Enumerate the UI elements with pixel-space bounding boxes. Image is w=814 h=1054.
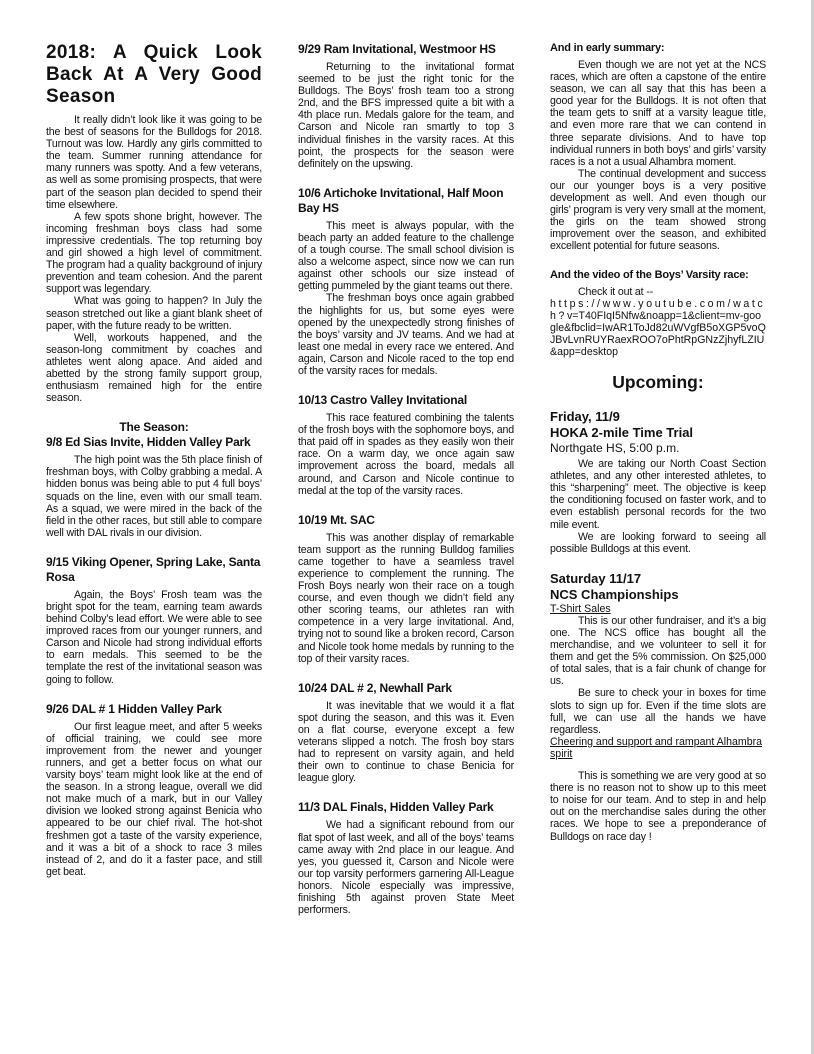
event-location: Northgate HS, 5:00 p.m.	[550, 441, 680, 456]
season-heading: The Season:	[119, 420, 189, 435]
event-subheading: T-Shirt Sales	[550, 602, 611, 615]
summary-paragraph-1: Even though we are not yet at the NCS races, which are often a capstone of the entire season, we can all say that this has been a good year for the Bulldogs. It is not often that the team gets to sniff at a varsity league title, and even more rare that we can contend in three separate divisions. And to have top individual runners in both boys’ and girls’ varsity races is a not a usual Alhambra moment.	[550, 59, 766, 168]
article-title: 2018: A Quick Look Back At A Very Good Season	[46, 42, 262, 107]
event-paragraph: We are taking our North Coast Section athletes, and any other interested athletes, to this “sharpening” meet. The objective is keep the conditioning focused on faster work, and to even establish personal records for the two mile event.	[550, 458, 766, 531]
column-3	[550, 42, 766, 843]
event-paragraph: This is something we are very good at so there is no reason not to show up to this meet to noise for our team. And to step in and help out on the merchandise sales during the other races. We hope to see a preponderance of Bulldogs on race day !	[550, 770, 766, 843]
race-text: Our first league meet, and after 5 weeks of official training, we could see more improvement from the newer and younger runners, and get a better focus on what our varsity boys’ team might look like at the end of the season. In a strong league, overall we did not make much of a mark, but in our Valley division we looked strong against Benicia who appeared to be our chief rival. The hot-shot freshmen got a taste of the varsity experience, and it was a bit of a shock to race 3 miles instead of 2, and do it a faster pace, and still get beat.	[46, 720, 262, 878]
race-heading: 10/13 Castro Valley Invitational	[298, 393, 468, 408]
race-text: This was another display of remarkable team support as the running Bulldog families came together to have a seamless travel experience to complement the running. The Frosh Boys nearly won their race on a tough course, and even though we didn’t field any other scoring teams, our athletes ran with competence in a very large invitational. And, trying not to sound like a broken record, Carson and Nicole took home medals by running to the top of their varsity races.	[298, 531, 514, 665]
race-text: It was inevitable that we would it a flat spot during the season, and this was it. Even on a flat course, everyone except a few veterans slipped a notch. The frosh boy stars had to represent on varsity again, and held their own to continue to chase Benicia for league glory.	[298, 699, 514, 785]
race-heading: 11/3 DAL Finals, Hidden Valley Park	[298, 800, 494, 815]
event-day: Saturday 11/17	[550, 570, 642, 586]
summary-heading: And in early summary:	[550, 42, 665, 54]
event-day: Friday, 11/9	[550, 409, 620, 425]
event-paragraph: We are looking forward to seeing all possible Bulldogs at this event.	[550, 530, 766, 555]
race-text: The high point was the 5th place finish of freshman boys, with Colby grabbing a medal. A hidden bonus was being able to put 4 full boys’ squads on the line, even with our small team. As a squad, we were mired in the back of the field in the other races, but still able to compare well with DAL rivals in our division.	[46, 454, 262, 539]
race-heading: 10/24 DAL # 2, Newhall Park	[298, 680, 452, 695]
race-heading: 9/15 Viking Opener, Spring Lake, Santa Rosa	[46, 554, 261, 584]
race-heading: 9/29 Ram Invitational, Westmoor HS	[298, 42, 496, 56]
event-subheading: Cheering and support and rampant Alhambra spirit	[550, 735, 763, 760]
intro-paragraph-1: It really didn’t look like it was going to be the best of seasons for the Bulldogs for 2018. Turnout was low. Hardly any girls committed to the team. Summer running attendance for many runners was spotty. And a few veterans, as well as some promising prospects, that were part of the season plan decided to spend their time elsewhere.	[46, 114, 262, 211]
race-text: This meet is always popular, with the beach party an added feature to the challenge of a tough course. The small school division is also a welcome aspect, since now we can run against other schools our size instead of getting pummeled by the giant teams out there.	[298, 219, 514, 293]
video-heading: And the video of the Boys’ Varsity race:	[550, 268, 749, 281]
event-name: NCS Championships	[550, 586, 679, 602]
upcoming-heading: Upcoming:	[612, 372, 704, 393]
video-intro: Check it out at --	[578, 285, 654, 298]
race-text: This race featured combining the talents of the frosh boys with the sophomore boys, and that paid off in spades as they easily won their race. On a warm day, we once again saw improvement across the board, medals all around, and Carson and Nicole continue to medal at the top of the varsity races.	[298, 412, 514, 497]
race-text: The freshman boys once again grabbed the highlights for us, but some eyes were opened by the unexpectedly strong finishes of the boys’ varsity and JV teams. And we had at least one medal in every race we entered. And again, Carson and Nicole raced to the top end of the varsity races for medals.	[298, 292, 514, 377]
race-text: Again, the Boys’ Frosh team was the bright spot for the team, earning team awards behind Colby’s lead effort. We were able to see improved races from our younger runners, and Carson and Nicole had strong individual efforts to earn medals. This seemed to be the template the rest of the invitational season was going to follow.	[46, 588, 262, 686]
race-heading: 10/6 Artichoke Invitational, Half Moon Bay HS	[298, 185, 504, 215]
race-text: We had a significant rebound from our flat spot of last week, and all of the boys’ teams came away with 2nd place in our league. And yes, you guessed it, Carson and Nicole were our top varsity performers garnering All-League honors. Nicole especially was impressive, finishing 5th against proven State Meet performers.	[298, 819, 514, 917]
event-name: HOKA 2-mile Time Trial	[550, 425, 694, 441]
intro-paragraph-4: Well, workouts happened, and the season-long commitment by coaches and athletes went along apace. And aided and abetted by the strong family support group, enthusiasm remained high for the entire season.	[46, 331, 262, 405]
intro-paragraph-2: A few spots shone bright, however. The incoming freshman boys class had some impressive credentials. The top returning boy and girl showed a high level of commitment. The program had a quality background of injury prevention and team cohesion. And the parent support was legendary.	[46, 210, 262, 296]
video-link[interactable]	[550, 298, 766, 358]
column-2	[298, 42, 514, 916]
summary-paragraph-2: The continual development and success our our younger boys is a very positive development as well. And even though our girls’ program is very very small at the moment, the girls on the team showed strong improvement over the season, and exhibited excellent potential for future seasons.	[550, 167, 766, 253]
race-text: Returning to the invitational format seemed to be just the right tonic for the Bulldogs. The Boys’ frosh team too a strong 2nd, and the BFS impressed quite a bit with a 4th place run. Medals galore for the team, and Carson and Nicole ran smartly to top 3 individual finishes in the varsity races. At this point, the prospects for the season were definitely on the upswing.	[298, 61, 514, 170]
intro-paragraph-3: What was going to happen? In July the season stretched out like a giant blank sheet of paper, with the future ready to be written.	[46, 295, 262, 332]
video-url-part-2[interactable]: v=T40FIqI5Nfw&noapp=1&client=mv-google&fbclid=IwAR1ToJd82uWVgfB5oXGP5voQJBvLvnRUYRaexROO7oPhtRpGNzZjhyfLZIU&app=desktop	[550, 309, 766, 358]
column-1	[46, 42, 262, 878]
race-heading: 9/8 Ed Sias Invite, Hidden Valley Park	[46, 435, 251, 450]
race-heading: 9/26 DAL # 1 Hidden Valley Park	[46, 701, 222, 716]
event-paragraph: Be sure to check your in boxes for time slots to sign up for. Even if the time slots are full, we can use all the hands we have regardless.	[550, 687, 766, 736]
event-paragraph: This is our other fundraiser, and it’s a big one. The NCS office has bought all the merchandise, and we volunteer to sell it for them and get the 5% commission. On $25,000 of total sales, that is a fair chunk of change for us.	[550, 614, 766, 688]
video-url-part-1[interactable]: https://www.youtube.com/watch?	[550, 297, 766, 322]
race-heading: 10/19 Mt. SAC	[298, 512, 375, 527]
